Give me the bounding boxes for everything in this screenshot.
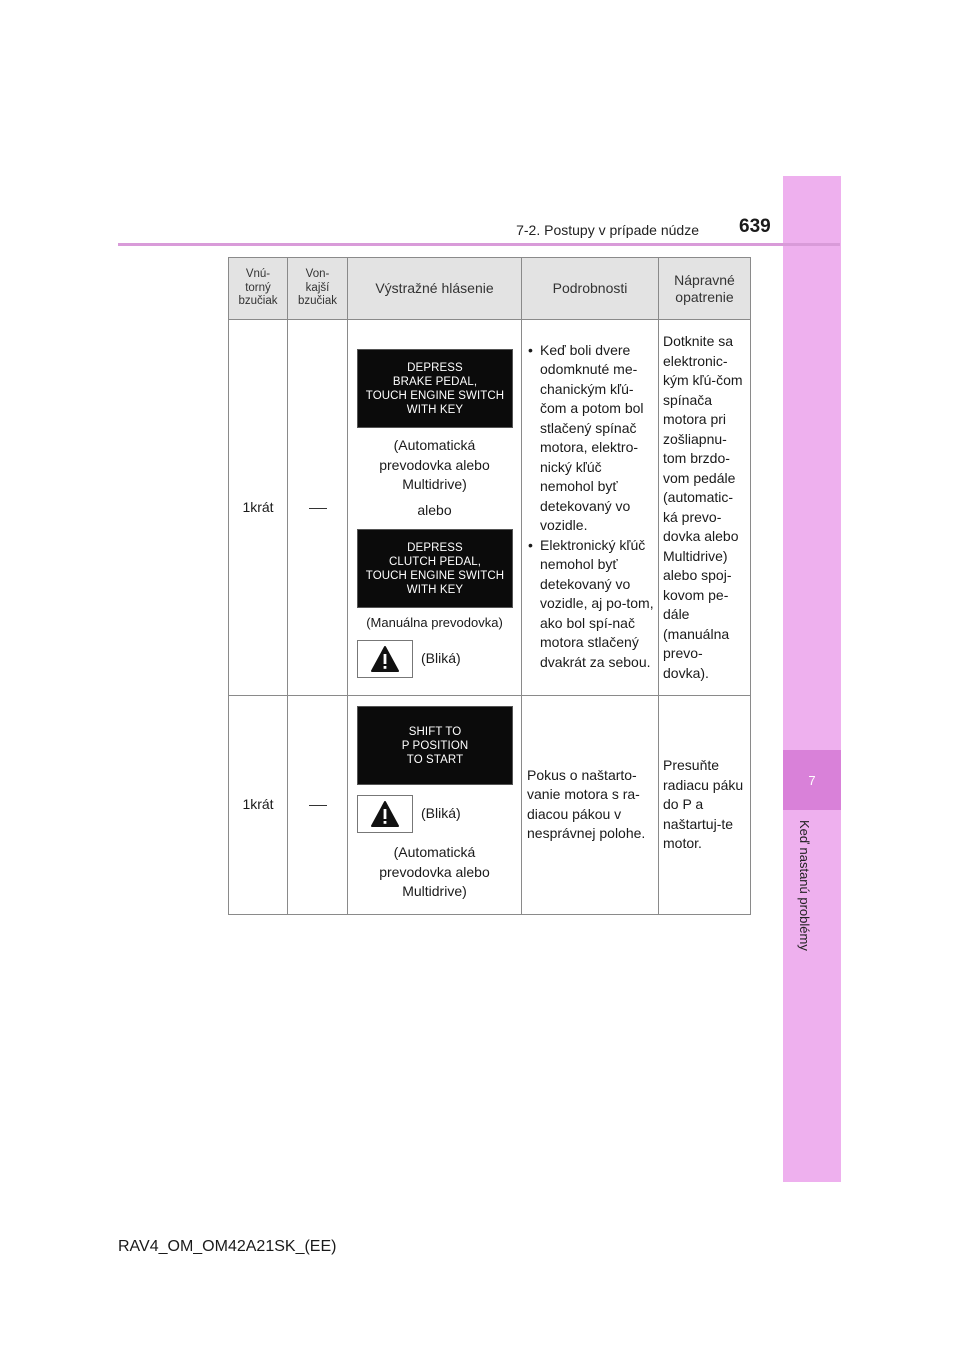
chapter-number: 7 xyxy=(783,750,841,810)
dash-mark xyxy=(309,508,327,509)
blink-caption: (Bliká) xyxy=(421,650,461,667)
blink-indicator xyxy=(357,640,512,678)
display-shift-to-p xyxy=(357,706,513,785)
blink-indicator xyxy=(357,795,512,833)
display-clutch-pedal xyxy=(357,529,513,608)
outer-buzzer-cell xyxy=(288,320,348,696)
details-cell: Pokus o naštarto-vanie motora s ra-diacou pákou v nesprávnej polohe. xyxy=(522,696,659,915)
display-line: TOUCH ENGINE SWITCH xyxy=(365,389,505,402)
chapter-side-tab xyxy=(783,176,841,1182)
inner-buzzer-cell: 1krát xyxy=(229,696,288,915)
outer-buzzer-cell xyxy=(288,696,348,915)
section-title: 7-2. Postupy v prípade núdze xyxy=(516,222,699,238)
caption-automatic: (Automatická prevodovka alebo Multidrive) xyxy=(379,844,490,899)
table-row xyxy=(229,696,751,915)
caption-automatic: (Automatická prevodovka alebo Multidrive) xyxy=(379,437,490,492)
table-header-row xyxy=(229,258,751,320)
dash-mark xyxy=(309,805,327,806)
display-line: DEPRESS xyxy=(407,541,463,554)
details-cell xyxy=(522,320,659,696)
display-line: DEPRESS xyxy=(407,361,463,374)
display-line: SHIFT TO xyxy=(408,725,462,738)
display-line: WITH KEY xyxy=(406,403,464,416)
table-row xyxy=(229,320,751,696)
display-line: BRAKE PEDAL, xyxy=(392,375,478,388)
list-item: • Elektronický kľúč nemohol byť detekovaný vo vozidle, aj po-tom, ako bol spí-nač motora stlačený dvakrát za sebou. xyxy=(526,536,654,673)
header-warning-message: Výstražné hlásenie xyxy=(348,258,522,320)
warning-message-cell xyxy=(348,696,522,915)
display-line: WITH KEY xyxy=(406,583,464,596)
page-number: 639 xyxy=(739,216,771,237)
warning-triangle-icon xyxy=(357,640,413,678)
warning-message-cell xyxy=(348,320,522,696)
details-list xyxy=(526,341,654,673)
blink-caption: (Bliká) xyxy=(421,805,461,822)
header-divider xyxy=(118,243,840,246)
caption-manual: (Manuálna prevodovka) xyxy=(366,615,503,630)
header-outer-buzzer: Von- kajší bzučiak xyxy=(288,258,348,320)
warning-message-table xyxy=(228,257,751,915)
header-inner-buzzer: Vnú- torný bzučiak xyxy=(229,258,288,320)
header-action: Nápravné opatrenie xyxy=(659,258,751,320)
action-cell: Presuňte radiacu páku do P a naštartuj-te motor. xyxy=(659,696,751,915)
display-line: TO START xyxy=(406,753,464,766)
document-code: RAV4_OM_OM42A21SK_(EE) xyxy=(118,1238,337,1255)
display-line: P POSITION xyxy=(401,739,469,752)
chapter-title: Keď nastanú problémy xyxy=(797,820,812,951)
inner-buzzer-cell: 1krát xyxy=(229,320,288,696)
warning-triangle-icon xyxy=(357,795,413,833)
display-line: TOUCH ENGINE SWITCH xyxy=(365,569,505,582)
display-line: CLUTCH PEDAL, xyxy=(388,555,482,568)
list-item: • Keď boli dvere odomknuté me-chanickým kľú-čom a potom bol stlačený spínač motora, elektro-nický kľúč nemohol byť detekovaný vo vozidle. xyxy=(526,341,654,536)
or-text: alebo xyxy=(417,501,452,518)
header-details: Podrobnosti xyxy=(522,258,659,320)
display-brake-pedal xyxy=(357,349,513,428)
action-cell: Dotknite sa elektronic-kým kľú-čom spínača motora pri zošliapnu-tom brzdo-vom pedále (automatic-ká prevo-dovka alebo Multidrive) alebo spoj-kovom pe-dále (manuálna prevo-dovka). xyxy=(659,320,751,696)
